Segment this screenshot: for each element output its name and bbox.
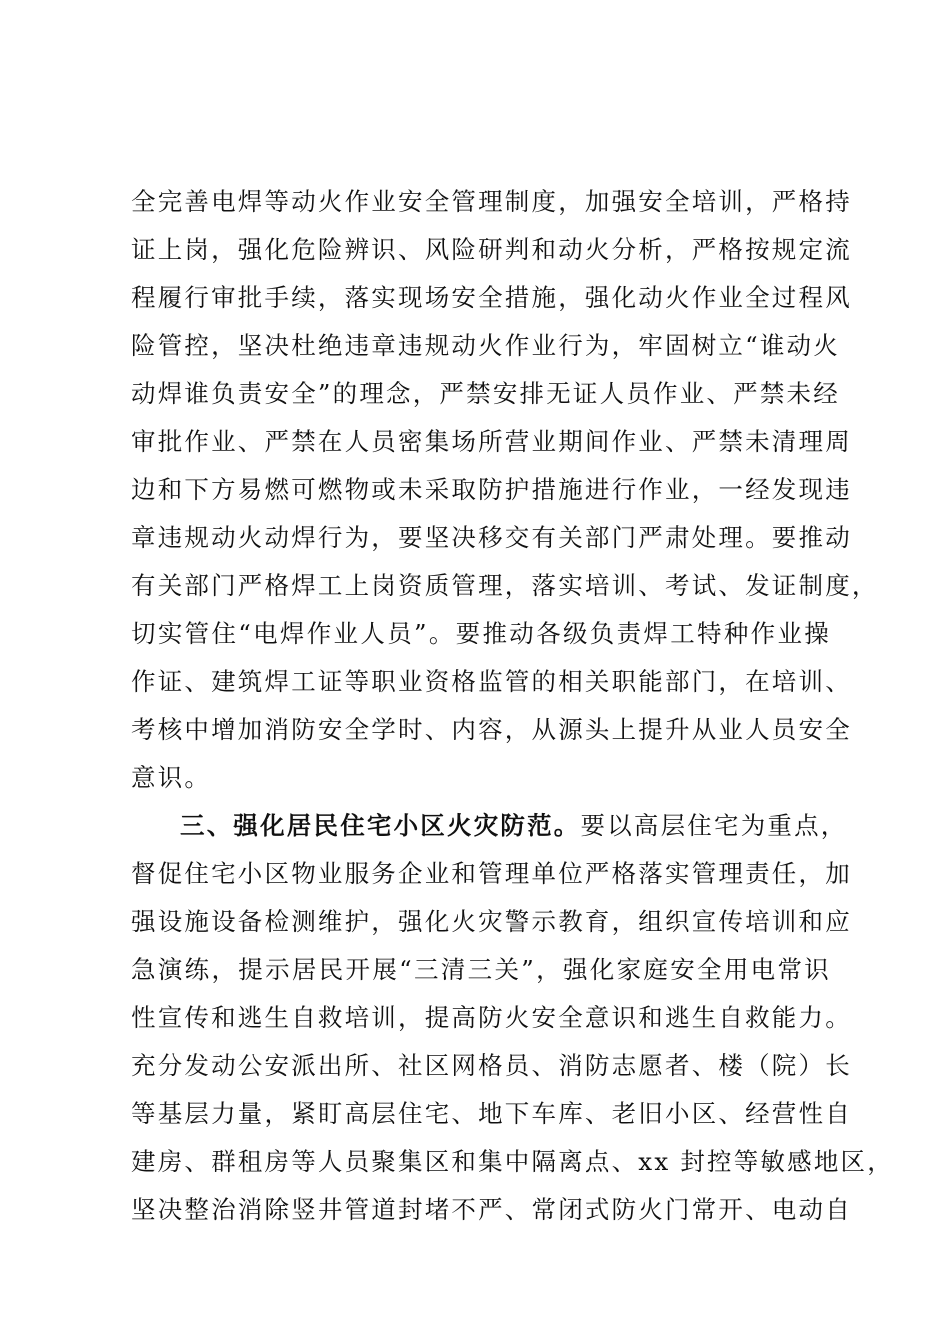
paragraph-fire-work-management bbox=[131, 178, 879, 802]
text-line: 性宣传和逃生自救培训，提高防火安全意识和逃生自救能力。 bbox=[131, 1003, 852, 1032]
text-line: 切实管住“电焊作业人员”。要推动各级负责焊工特种作业操 bbox=[131, 619, 831, 648]
text-line: 动焊谁负责安全”的理念，严禁安排无证人员作业、严禁未经 bbox=[131, 379, 840, 408]
text-line: 建房、群租房等人员聚集区和集中隔离点、xx 封控等敏感地区， bbox=[131, 1147, 894, 1176]
text-line: 急演练，提示居民开展“三清三关”，强化家庭安全用电常识 bbox=[131, 955, 831, 984]
heading-line-rest: 要以高层住宅为重点， bbox=[580, 811, 848, 840]
text-line: 督促住宅小区物业服务企业和管理单位严格落实管理责任，加 bbox=[131, 859, 852, 888]
text-line: 考核中增加消防安全学时、内容，从源头上提升从业人员安全 bbox=[131, 715, 852, 744]
text-line: 章违规动火动焊行为，要坚决移交有关部门严肃处理。要推动 bbox=[131, 523, 852, 552]
document-body bbox=[131, 178, 894, 1234]
text-line: 作证、建筑焊工证等职业资格监管的相关职能部门，在培训、 bbox=[131, 667, 852, 696]
text-line: 强设施设备检测维护，强化火灾警示教育，组织宣传培训和应 bbox=[131, 907, 852, 936]
text-line: 意识。 bbox=[131, 763, 212, 792]
text-line: 充分发动公安派出所、社区网格员、消防志愿者、楼（院）长 bbox=[131, 1051, 852, 1080]
text-line: 边和下方易燃可燃物或未采取防护措施进行作业，一经发现违 bbox=[131, 475, 852, 504]
text-line-first bbox=[131, 802, 848, 850]
text-line: 坚决整治消除竖井管道封堵不严、常闭式防火门常开、电动自 bbox=[131, 1195, 852, 1224]
section-heading: 三、强化居民住宅小区火灾防范。 bbox=[180, 811, 581, 840]
text-line: 程履行审批手续，落实现场安全措施，强化动火作业全过程风 bbox=[131, 283, 852, 312]
text-line: 等基层力量，紧盯高层住宅、地下车库、老旧小区、经营性自 bbox=[131, 1099, 852, 1128]
text-line: 险管控，坚决杜绝违章违规动火作业行为，牢固树立“谁动火 bbox=[131, 331, 840, 360]
text-line: 全完善电焊等动火作业安全管理制度，加强安全培训，严格持 bbox=[131, 187, 852, 216]
text-line: 证上岗，强化危险辨识、风险研判和动火分析，严格按规定流 bbox=[131, 235, 852, 264]
text-line: 有关部门严格焊工上岗资质管理，落实培训、考试、发证制度， bbox=[131, 571, 879, 600]
paragraph-residential-fire-prevention bbox=[131, 802, 894, 1234]
text-line: 审批作业、严禁在人员密集场所营业期间作业、严禁未清理周 bbox=[131, 427, 852, 456]
